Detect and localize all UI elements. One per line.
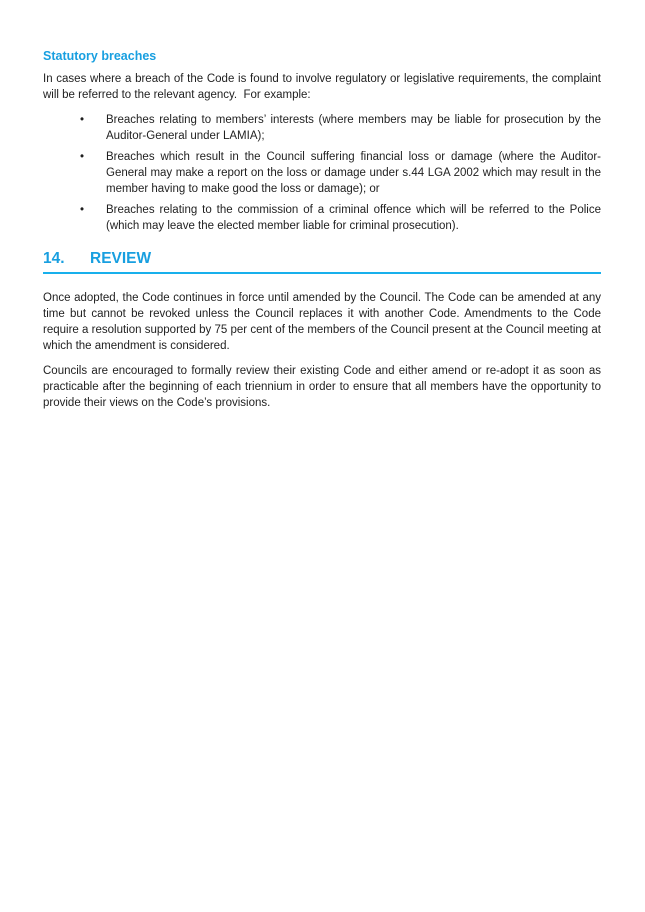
section-heading-review <box>43 250 601 274</box>
section-number: 14. <box>43 250 65 267</box>
bullet-icon: • <box>80 114 85 126</box>
subheading-statutory-breaches: Statutory breaches <box>43 49 157 63</box>
bullet-item <box>43 202 601 234</box>
body-paragraph: Councils are encouraged to formally review their existing Code and either amend or re-adopt it as soon as practicable after the beginning of each triennium in order to ensure that all members have the opportunity to provide their views on the Code’s provisions. <box>43 365 601 409</box>
bullet-icon: • <box>80 151 85 163</box>
section-title: REVIEW <box>90 250 152 267</box>
bullet-icon: • <box>80 204 85 216</box>
bullet-item <box>43 149 601 197</box>
bullet-text: Breaches relating to members’ interests (where members may be liable for prosecution by the Auditor-General under LAMIA); <box>106 114 601 142</box>
bullet-text: Breaches which result in the Council suffering financial loss or damage (where the Auditor-General may make a report on the loss or damage under s.44 LGA 2002 which may result in the member having to make good the loss or damage); or <box>106 151 601 195</box>
bullet-text: Breaches relating to the commission of a criminal offence which will be referred to the Police (which may leave the elected member liable for criminal prosecution). <box>106 204 601 232</box>
intro-paragraph: In cases where a breach of the Code is found to involve regulatory or legislative requirements, the complaint will be referred to the relevant agency. For example: <box>43 73 601 101</box>
bullet-item <box>43 112 601 144</box>
bullet-list <box>43 112 601 234</box>
page-content <box>43 49 601 411</box>
body-paragraph: Once adopted, the Code continues in force until amended by the Council. The Code can be amended at any time but cannot be revoked unless the Council replaces it with another Code. Amendments to the Code require a resolution supported by 75 per cent of the members of the Council present at the Council meeting at which the amendment is considered. <box>43 292 601 352</box>
